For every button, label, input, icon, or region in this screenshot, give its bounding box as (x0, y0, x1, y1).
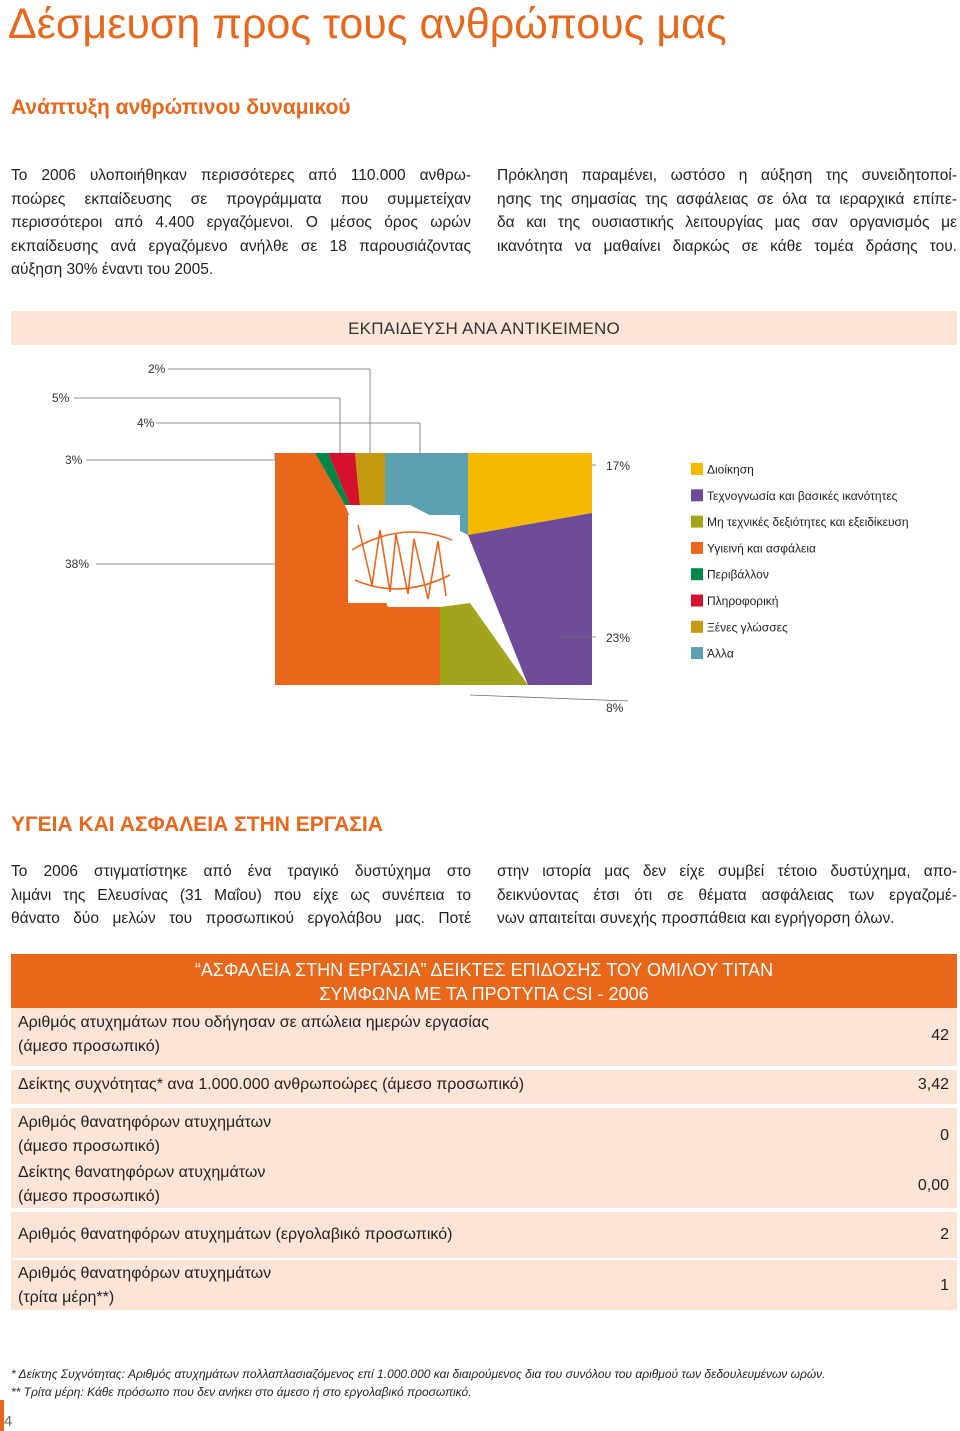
data-label-4: 38% (65, 557, 90, 571)
legend-label-1: Διοίκηση (707, 462, 754, 477)
legend-label-5: Περιβάλλον (707, 567, 769, 582)
row-value: 2 (940, 1226, 949, 1243)
table-row (11, 1070, 957, 1104)
legend-label-4: Υγιεινή και ασφάλεια (707, 541, 816, 556)
section-heading-development: Ανάπτυξη ανθρώπινου δυναμικού (11, 96, 351, 119)
data-label-1: 17% (606, 459, 631, 473)
legend-swatch-7 (691, 621, 703, 633)
data-label-8: 4% (137, 416, 155, 430)
text-line: λιμάνι της Ελευσίνας (31 Μαΐου) που είχε ως συνέπεια το (11, 886, 471, 904)
row-label: Αριθμός θανατηφόρων ατυχημάτων (εργολαβικό προσωπικό) (18, 1226, 453, 1243)
footnote: * Δείκτης Συχνότητας: Αριθμός ατυχημάτων πολλαπλασιαζόμενος επί 1.000.000 και διαιρούμενος δια του συνόλου του αριθμού των δεδουλευμένων ωρών. (11, 1367, 826, 1381)
legend-label-3: Μη τεχνικές δεξιότητες και εξειδίκευση (707, 515, 909, 530)
page-number: 4 (3, 1413, 13, 1430)
legend-swatch-4 (691, 542, 703, 554)
footnotes (11, 1365, 957, 1401)
leader-line-3 (470, 695, 628, 701)
legend-label-8: Άλλα (707, 646, 734, 661)
text-line: αύξηση 30% έναντι του 2005. (11, 261, 214, 278)
data-label-6: 5% (52, 391, 70, 405)
footnote: ** Τρίτα μέρη: Κάθε πρόσωπο που δεν ανήκει στο άμεσο ή στο εργολαβικό προσωπικό. (11, 1385, 472, 1399)
table-row-group (11, 1108, 957, 1208)
text-line: περισσότεροι από 4.400 εργαζόμενοι. Ο μέσος όρος ωρών (11, 214, 471, 231)
text-line: ησης της σημασίας της ασφάλειας σε όλα τα ιεραρχικά επίπε- (497, 190, 957, 208)
chart-title: ΕΚΠΑΙΔΕΥΣΗ ΑΝΑ ΑΝΤΙΚΕΙΜΕΝΟ (348, 319, 620, 338)
row-value: 3,42 (917, 1076, 949, 1093)
row-label: Αριθμός θανατηφόρων ατυχημάτων (18, 1114, 272, 1131)
table-title-line: “ΑΣΦΑΛΕΙΑ ΣΤΗΝ ΕΡΓΑΣΙΑ” ΔΕΙΚΤΕΣ ΕΠΙΔΟΣΗΣ ΤΟΥ ΟΜΙΛΟΥ ΤΙΤΑΝ (194, 960, 774, 980)
legend-swatch-8 (691, 647, 703, 659)
paragraph-training-right (497, 164, 957, 258)
safety-table-header (11, 954, 957, 1008)
row-label-sub: (άμεσο προσωπικό) (18, 1188, 160, 1205)
text-line: ποώρες εκπαίδευσης σε προγράμματα που συμμετείχαν (11, 190, 471, 208)
data-label-3: 8% (606, 701, 624, 715)
text-line: Πρόκληση παραμένει, ωστόσο η αύξηση της συνειδητοποί- (497, 167, 957, 184)
legend-label-2: Τεχνογνωσία και βασικές ικανότητες (707, 488, 898, 503)
text-line: νων απαιτείται συνεχής προσπάθεια και εγρήγορση όλων. (497, 910, 895, 927)
training-chart (0, 345, 960, 725)
chart-segment-7 (355, 453, 385, 505)
row-label: Αριθμός θανατηφόρων ατυχημάτων (18, 1265, 272, 1282)
chart-center-fill (348, 515, 460, 603)
row-label: Δείκτης θανατηφόρων ατυχημάτων (18, 1164, 266, 1181)
text-line: στην ιστορία μας δεν είχε συμβεί τέτοιο δυστύχημα, απο- (497, 863, 957, 880)
row-label: Αριθμός ατυχημάτων που οδήγησαν σε απώλεια ημερών εργασίας (18, 1014, 489, 1031)
text-line: ικανότητα να μαθαίνει διαρκώς σε κάθε τομέα δράσης του. (497, 237, 957, 255)
text-line: Το 2006 υλοποιήθηκαν περισσότερες από 110.000 ανθρω- (11, 167, 471, 184)
data-label-7: 2% (148, 362, 166, 376)
table-row (11, 1008, 957, 1066)
legend-label-6: Πληροφορική (707, 594, 779, 608)
table-row (11, 1212, 957, 1258)
row-value: 1 (940, 1277, 949, 1294)
text-line: δα και της ουσιαστικής λειτουργίας μας σαν οργανισμός με (497, 214, 957, 231)
legend-label-7: Ξένες γλώσσες (707, 620, 788, 635)
table-row (11, 1260, 957, 1310)
legend-swatch-6 (691, 595, 703, 607)
row-value: 0 (940, 1127, 949, 1144)
text-line: εκπαίδευσης ανά εργαζόμενο ανήλθε σε 18 παρουσιάζοντας (11, 237, 471, 255)
text-line: δεικνύοντας έτσι ότι σε θέματα ασφάλειας των εργαζομέ- (497, 886, 957, 904)
text-line: θάνατο δύο μελών του προσωπικού εργολάβου μας. Ποτέ (11, 910, 471, 927)
row-label-sub: (τρίτα μέρη**) (18, 1289, 115, 1306)
page-title: Δέσμευση προς τους ανθρώπους μας (8, 0, 727, 48)
row-label-sub: (άμεσο προσωπικό) (18, 1138, 160, 1155)
legend-swatch-3 (691, 516, 703, 528)
data-label-5: 3% (65, 453, 83, 467)
section-heading-health-safety: ΥΓΕΙΑ ΚΑΙ ΑΣΦΑΛΕΙΑ ΣΤΗΝ ΕΡΓΑΣΙΑ (11, 813, 383, 836)
row-label: Δείκτης συχνότητας* ανα 1.000.000 ανθρωποώρες (άμεσο προσωπικό) (18, 1076, 525, 1093)
table-title-line: ΣΥΜΦΩΝΑ ΜΕ ΤΑ ΠΡΟΤΥΠΑ CSI - 2006 (319, 984, 649, 1004)
paragraph-safety-right (497, 860, 957, 931)
paragraph-safety-left (11, 860, 471, 931)
legend-swatch-2 (691, 489, 703, 501)
paragraph-training-left (11, 164, 471, 282)
row-value: 42 (931, 1027, 949, 1044)
row-value: 0,00 (917, 1177, 949, 1194)
legend-swatch-1 (691, 463, 703, 475)
legend-swatch-5 (691, 568, 703, 580)
data-label-2: 23% (606, 631, 631, 645)
text-line: Το 2006 στιγματίστηκε από ένα τραγικό δυστύχημα στο (11, 863, 471, 880)
row-label-sub: (άμεσο προσωπικό) (18, 1038, 160, 1055)
